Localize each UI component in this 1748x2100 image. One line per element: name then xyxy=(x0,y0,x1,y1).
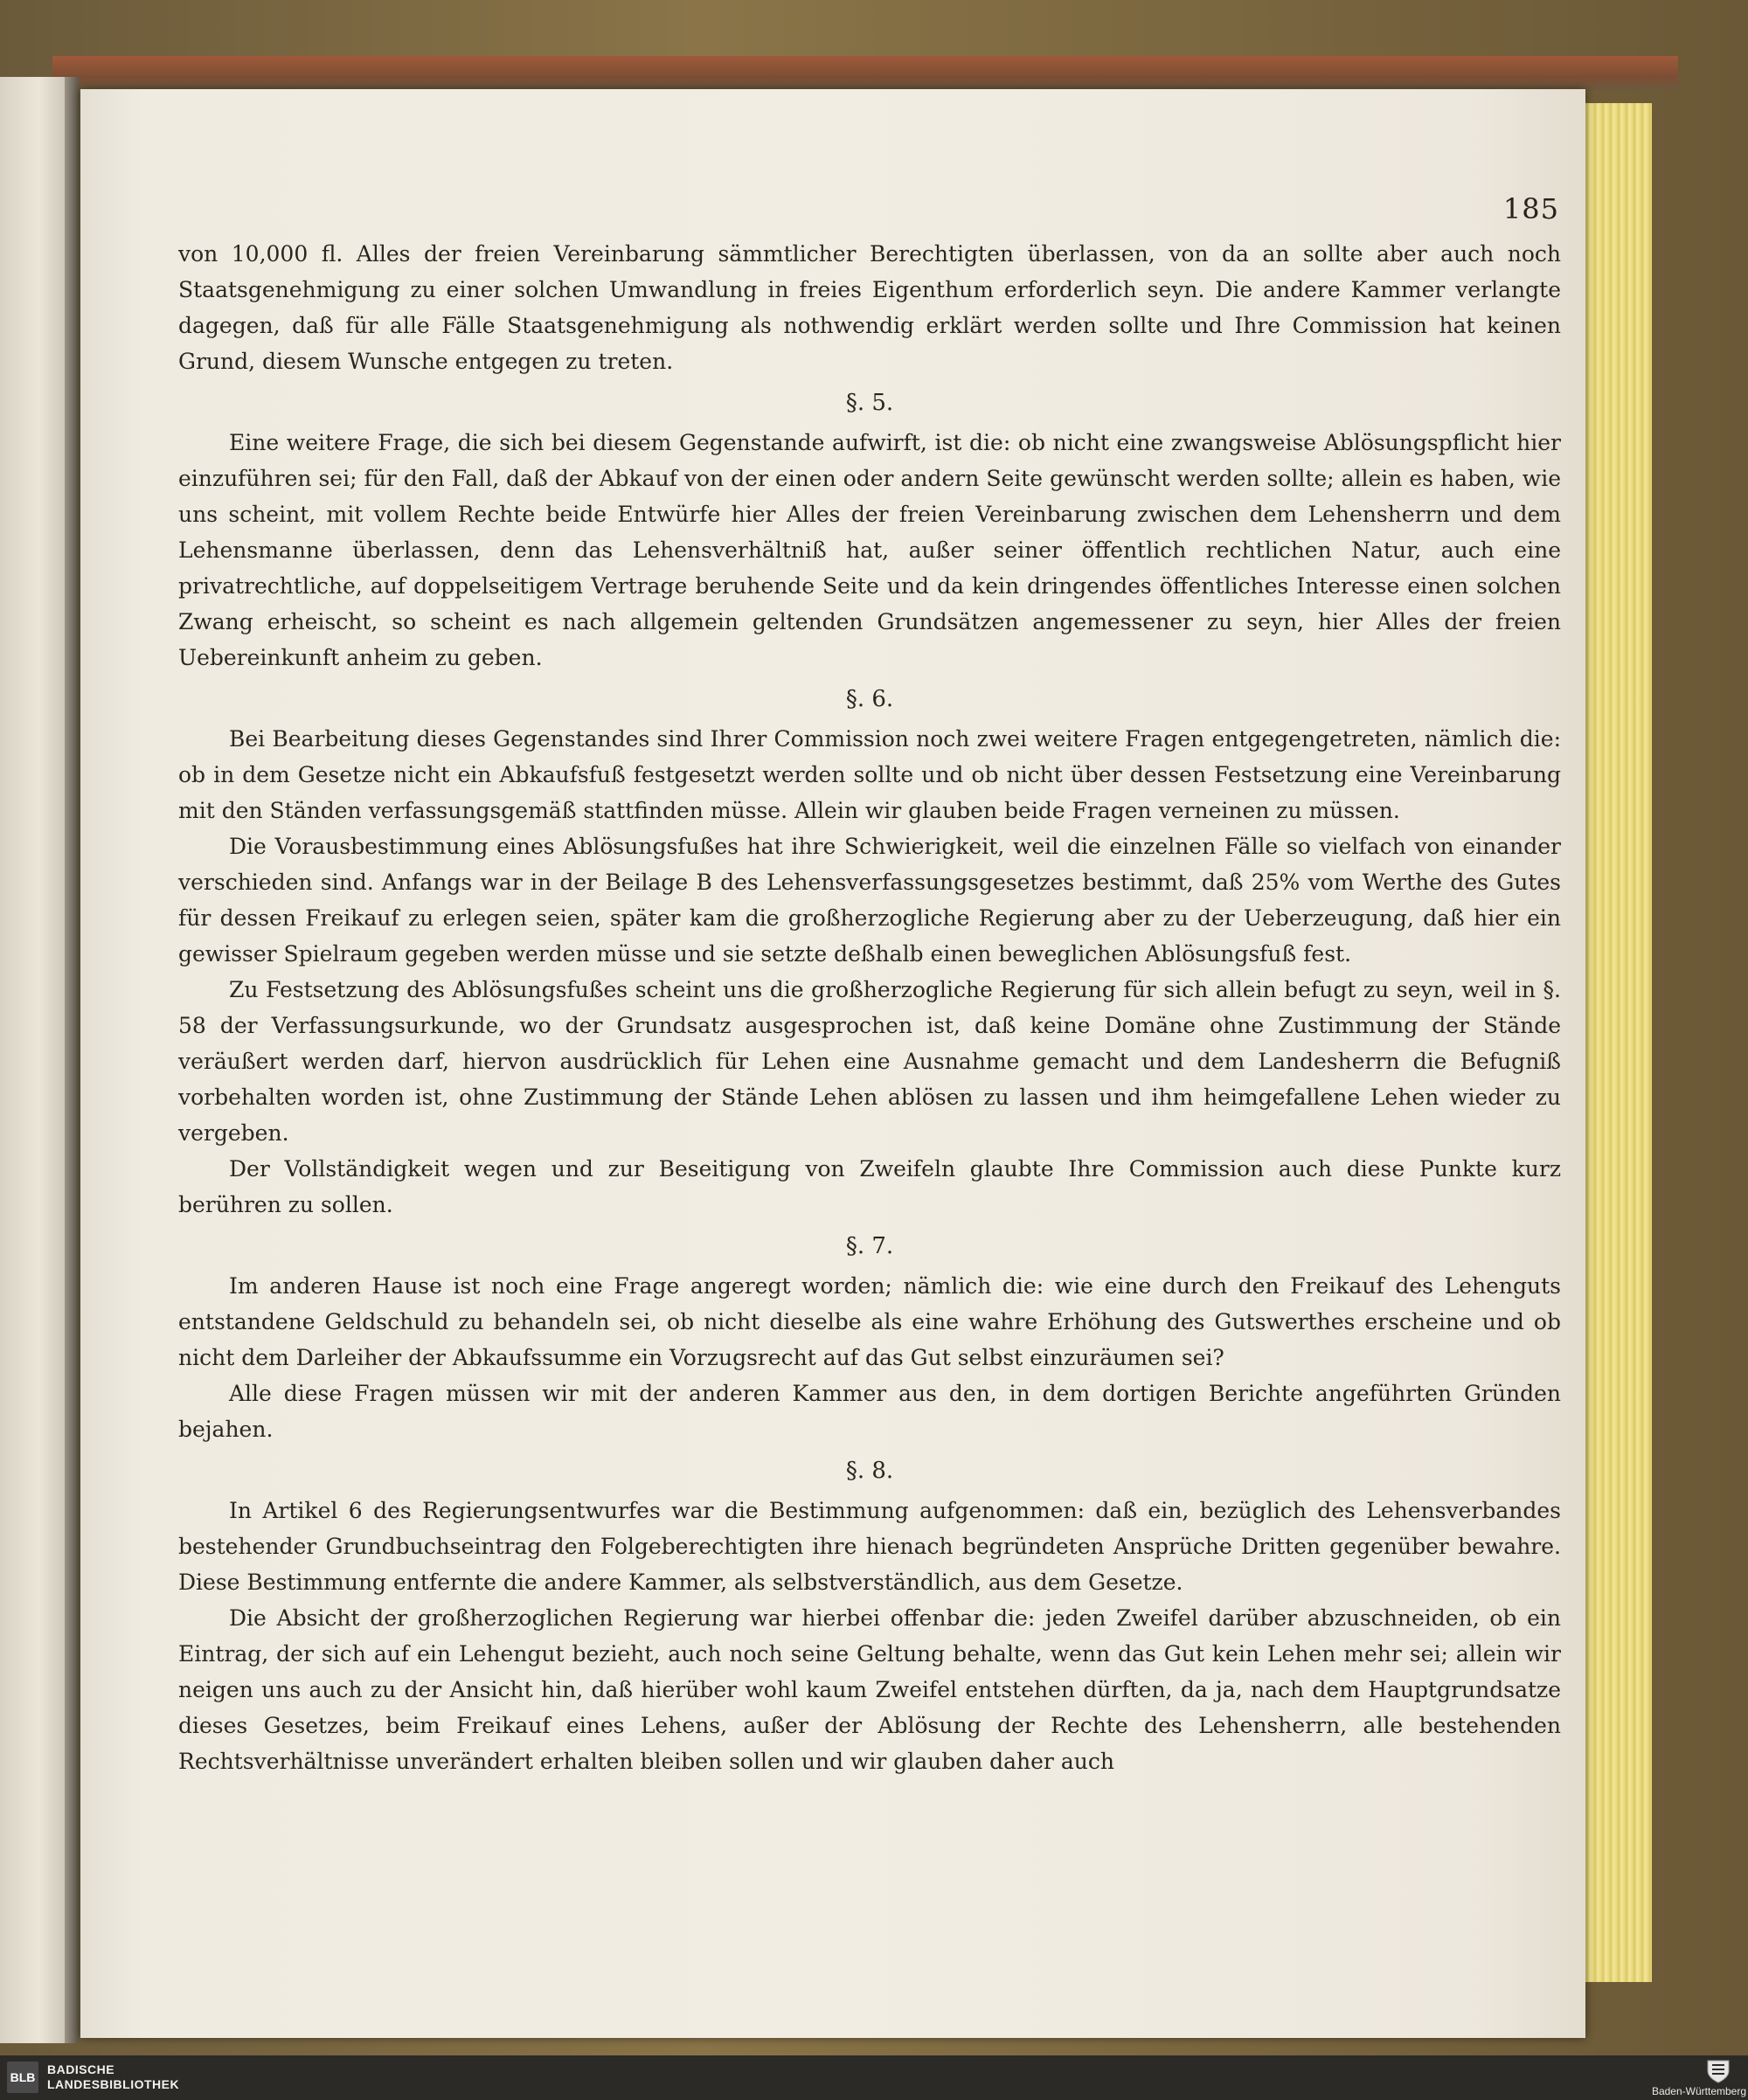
page-block-edges xyxy=(1580,103,1652,1982)
paragraph: von 10,000 fl. Alles der freien Vereinbarung sämmtlicher Berechtigten überlassen, von da an sollte aber auch noch Staatsgenehmigung zu einer solchen Umwandlung in freies Eigenthum erforderlich seyn. Die andere Kammer verlangte dagegen, daß für alle Fälle Staatsgenehmigung als nothwendig erklärt werden sollte und Ihre Commission hat keinen Grund, diesem Wunsche entgegen zu treten. xyxy=(178,241,1561,374)
paragraph: Zu Festsetzung des Ablösungsfußes scheint uns die großherzogliche Regierung für sich allein befugt zu seyn, weil in §. 58 der Verfassungsurkunde, wo der Grundsatz ausgesprochen ist, daß keine Domäne ohne Zustimmung der Stände veräußert werden darf, hiervon ausdrücklich für Lehen eine Ausnahme gemacht und dem Landesherrn die Befugniß vorbehalten worden ist, ohne Zustimmung der Stände Lehen ablösen zu lassen und ihm heimgefallene Lehen wieder zu vergeben. xyxy=(178,977,1561,1146)
page-text xyxy=(178,236,1561,1779)
viewer-footer xyxy=(0,2055,1748,2100)
paragraph: Die Vorausbestimmung eines Ablösungsfußes hat ihre Schwierigkeit, weil die einzelnen Fälle so vielfach von einander verschieden sind. Anfangs war in der Beilage B des Lehensverfassungsgesetzes bestimmt, daß 25% vom Werthe des Gutes für dessen Freikauf zu erlegen seien, später kam die großherzogliche Regierung aber zu der Ueberzeugung, daß hier ein gewisser Spielraum gegeben werden müsse und sie setzte deßhalb einen beweglichen Ablösungsfuß fest. xyxy=(178,834,1561,967)
section-heading: §. 5. xyxy=(845,390,894,416)
section-heading: §. 8. xyxy=(845,1458,894,1484)
book-page xyxy=(80,89,1585,2038)
left-page-edge xyxy=(0,77,70,2043)
state-name: Baden-Württemberg xyxy=(1651,2085,1746,2097)
library-name-line2: LANDESBIBLIOTHEK xyxy=(47,2077,180,2091)
paragraph: Alle diese Fragen müssen wir mit der anderen Kammer aus den, in dem dortigen Berichte angeführten Gründen bejahen. xyxy=(178,1381,1561,1442)
paragraph: Eine weitere Frage, die sich bei diesem Gegenstande aufwirft, ist die: ob nicht eine zwangsweise Ablösungspflicht hier einzuführen sei; für den Fall, daß der Abkauf von der einen oder andern Seite gewünscht werden sollte; allein es haben, wie uns scheint, mit vollem Rechte beide Entwürfe hier Alles der freien Vereinbarung zwischen dem Lehensherrn und dem Lehensmanne überlassen, denn das Lehensverhältniß hat, außer seiner öffentlich rechtlichen Natur, auch eine privatrechtliche, auf doppelseitigem Vertrage beruhende Seite und da kein dringendes öffentliches Interesse einen solchen Zwang erheischt, so scheint es nach allgemein geltenden Grundsätzen angemessener zu seyn, hier Alles der freien Uebereinkunft anheim zu geben. xyxy=(178,430,1561,670)
paragraph: Der Vollständigkeit wegen und zur Beseitigung von Zweifeln glaubte Ihre Commission auch diese Punkte kurz berühren zu sollen. xyxy=(178,1156,1561,1217)
section-heading: §. 6. xyxy=(845,686,894,712)
paragraph: In Artikel 6 des Regierungsentwurfes war die Bestimmung aufgenommen: daß ein, bezüglich des Lehensverbandes bestehender Grundbuchseintrag den Folgeberechtigten ihre hienach begründeten Ansprüche Dritten gegenüber bewahre. Diese Bestimmung entfernte die andere Kammer, als selbstverständlich, aus dem Gesetze. xyxy=(178,1498,1561,1595)
paragraph: Die Absicht der großherzoglichen Regierung war hierbei offenbar die: jeden Zweifel darüber abzuschneiden, ob ein Eintrag, der sich auf ein Lehengut bezieht, auch noch seine Geltung behalte, wenn das Gut kein Lehen mehr sei; allein wir neigen uns auch zu der Ansicht hin, daß hierüber wohl kaum Zweifel entstehen dürften, da ja, nach dem Hauptgrundsatze dieses Gesetzes, beim Freikauf eines Lehens, außer der Ablösung der Rechte des Lehensherrn, alle bestehenden Rechtsverhältnisse unverändert erhalten bleiben sollen und wir glauben daher auch xyxy=(178,1605,1561,1774)
book-cover-edge xyxy=(52,56,1678,91)
paragraph: Im anderen Hause ist noch eine Frage angeregt worden; nämlich die: wie eine durch den Freikauf des Lehenguts entstandene Geldschuld zu behandeln sei, ob nicht dieselbe als eine wahre Erhöhung des Gutswerthes erscheine und ob nicht dem Darleiher der Abkaufssumme ein Vorzugsrecht auf das Gut selbst einzuräumen sei? xyxy=(178,1273,1561,1370)
blb-logo[interactable]: BLB xyxy=(7,2062,38,2093)
state-crest-icon xyxy=(1704,2058,1732,2084)
library-name xyxy=(47,2062,179,2092)
section-heading: §. 7. xyxy=(845,1233,894,1259)
paragraph: Bei Bearbeitung dieses Gegenstandes sind Ihrer Commission noch zwei weitere Fragen entgegengetreten, nämlich die: ob in dem Gesetze nicht ein Abkaufsfuß festgesetzt werden sollte und ob nicht über dessen Festsetzung eine Vereinbarung mit den Ständen verfassungsgemäß stattfinden müsse. Allein wir glauben beide Fragen verneinen zu müssen. xyxy=(178,726,1561,823)
book-gutter xyxy=(65,77,79,2043)
library-name-line1: BADISCHE xyxy=(47,2062,115,2076)
page-number: 185 xyxy=(1502,192,1559,225)
